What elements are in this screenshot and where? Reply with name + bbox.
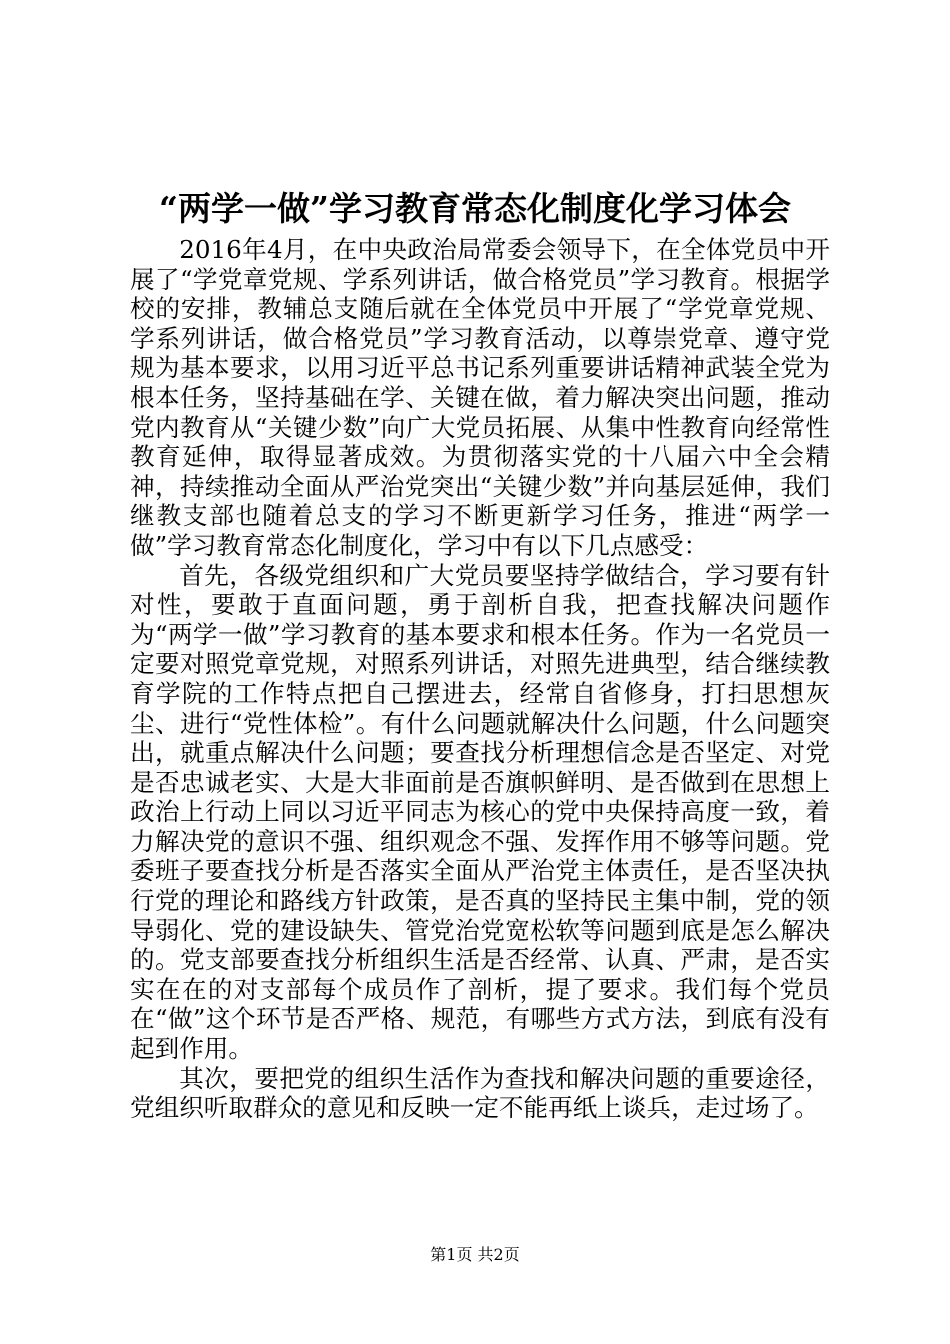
document-body (130, 235, 830, 1123)
document-title: “两学一做”学习教育常态化制度化学习体会 (159, 189, 791, 228)
paragraph-2: 首先，各级党组织和广大党员要坚持学做结合，学习要有针对性，要敢于直面问题，勇于剖析自我，把查找解决问题作为“两学一做”学习教育的基本要求和根本任务。作为一名党员一定要对照党章党规，对照系列讲话，对照先进典型，结合继续教育学院的工作特点把自己摆进去，经常自省修身，打扫思想灰尘、进行“党性体检”。有什么问题就解决什么问题，什么问题突出，就重点解决什么问题；要查找分析理想信念是否坚定、对党是否忠诚老实、大是大非面前是否旗帜鲜明、是否做到在思想上政治上行动上同以习近平同志为核心的党中央保持高度一致，着力解决党的意识不强、组织观念不强、发挥作用不够等问题。党委班子要查找分析是否落实全面从严治党主体责任，是否坚决执行党的理论和路线方针政策，是否真的坚持民主集中制，党的领导弱化、党的建设缺失、管党治党宽松软等问题到底是怎么解决的。党支部要查找分析组织生活是否经常、认真、严肃，是否实实在在的对支部每个成员作了剖析，提了要求。我们每个党员在“做”这个环节是否严格、规范，有哪些方式方法，到底有没有起到作用。 (130, 560, 830, 1064)
paragraph-3: 其次，要把党的组织生活作为查找和解决问题的重要途径，党组织听取群众的意见和反映一定不能再纸上谈兵，走过场了。 (130, 1063, 830, 1123)
paragraph-1: 2016年4月，在中央政治局常委会领导下，在全体党员中开展了“学党章党规、学系列讲话，做合格党员”学习教育。根据学校的安排，教辅总支随后就在全体党员中开展了“学党章党规、学系列讲话，做合格党员”学习教育活动，以尊崇党章、遵守党规为基本要求，以用习近平总书记系列重要讲话精神武装全党为根本任务，坚持基础在学、关键在做，着力解决突出问题，推动党内教育从“关键少数”向广大党员拓展、从集中性教育向经常性教育延伸，取得显著成效。为贯彻落实党的十八届六中全会精神，持续推动全面从严治党突出“关键少数”并向基层延伸，我们继教支部也随着总支的学习不断更新学习任务，推进“两学一做”学习教育常态化制度化，学习中有以下几点感受： (130, 235, 830, 560)
page-number-footer: 第1页 共2页 (430, 1245, 520, 1264)
